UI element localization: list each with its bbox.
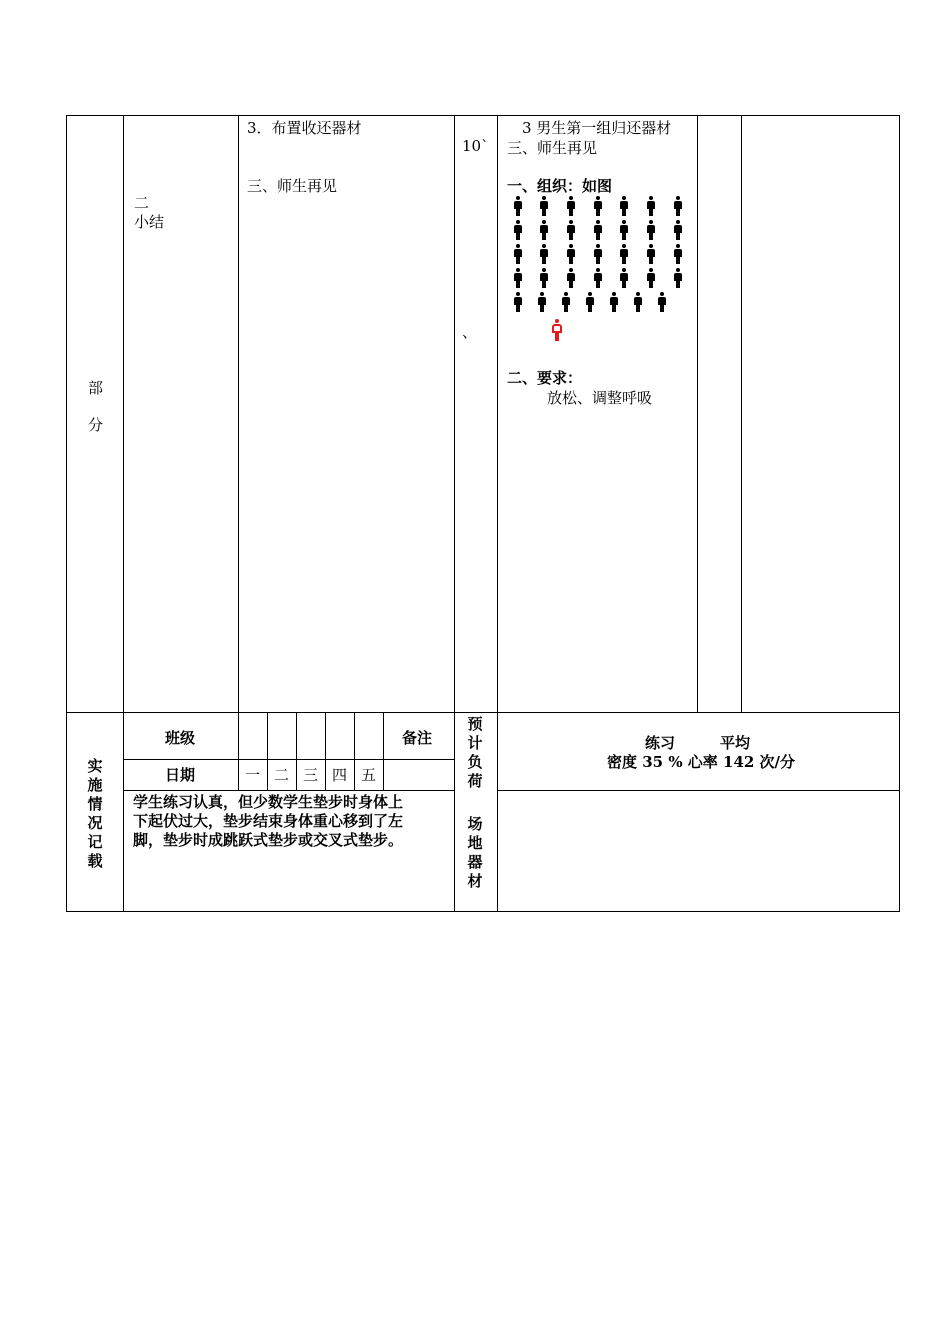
student-figure-icon	[674, 220, 682, 240]
student-figure-icon	[620, 196, 628, 216]
day-col-divider	[354, 712, 355, 791]
time-value: 10`	[462, 137, 489, 155]
load-practice-label: 练习	[645, 734, 676, 752]
day-label: 五	[361, 766, 377, 784]
day-col-divider	[267, 712, 268, 791]
org-heading: 一、组织：如图	[507, 177, 613, 195]
col-divider	[741, 115, 742, 713]
student-figure-icon	[540, 220, 548, 240]
student-figure-icon	[594, 244, 602, 264]
day-label: 三	[303, 766, 319, 784]
org-line-2: 三、师生再见	[507, 139, 598, 157]
org-line-1: 3 男生第一组归还器材	[522, 119, 672, 137]
load-average-label: 平均	[720, 734, 751, 752]
student-figure-icon	[538, 292, 546, 312]
day-label: 二	[274, 766, 290, 784]
content-line-2: 三、师生再见	[247, 177, 338, 195]
table-left-border	[66, 115, 67, 912]
side-label-char: 实	[87, 757, 103, 775]
student-figure-icon	[514, 220, 522, 240]
side-label-char: 载	[87, 852, 103, 870]
notes-line-3: 脚，垫步时成跳跃式垫步或交叉式垫步。	[133, 831, 404, 849]
student-figure-icon	[567, 268, 575, 288]
req-text: 放松、调整呼吸	[547, 389, 653, 407]
notes-line-2: 下起伏过大，垫步结束身体重心移到了左	[133, 812, 404, 830]
student-figure-icon	[540, 196, 548, 216]
row-divider	[123, 790, 455, 791]
student-figure-icon	[567, 244, 575, 264]
day-label: 一	[245, 766, 261, 784]
table-top-border	[66, 115, 900, 116]
venue-label-char: 器	[467, 853, 483, 871]
col-divider	[238, 115, 239, 791]
side-label-char: 施	[87, 776, 103, 794]
student-figure-icon	[562, 292, 570, 312]
part-label-1: 部	[88, 379, 104, 397]
student-figure-icon	[620, 268, 628, 288]
table-bottom-border	[66, 911, 900, 912]
col-divider	[697, 115, 698, 713]
student-figure-icon	[634, 292, 642, 312]
side-label-char: 记	[87, 833, 103, 851]
student-figure-icon	[514, 292, 522, 312]
student-figure-icon	[674, 268, 682, 288]
notes-line-1: 学生练习认真，但少数学生垫步时身体上	[133, 793, 404, 811]
load-label-char: 预	[467, 715, 483, 733]
student-figure-icon	[647, 196, 655, 216]
student-figure-icon	[586, 292, 594, 312]
student-figure-icon	[658, 292, 666, 312]
tick-mark: 、	[462, 323, 478, 341]
col-divider	[123, 115, 124, 912]
student-figure-icon	[620, 220, 628, 240]
side-label-char: 情	[87, 795, 103, 813]
student-figure-icon	[514, 268, 522, 288]
side-label-char: 况	[87, 814, 103, 832]
day-label: 四	[332, 766, 348, 784]
col-divider	[497, 115, 498, 912]
row-divider	[123, 759, 455, 760]
remarks-label: 备注	[402, 729, 433, 747]
student-figure-icon	[647, 268, 655, 288]
student-figure-icon	[594, 268, 602, 288]
venue-label-char: 材	[467, 872, 483, 890]
table-mid-border	[66, 712, 900, 713]
student-figure-icon	[594, 196, 602, 216]
student-figure-icon	[567, 196, 575, 216]
student-figure-icon	[540, 244, 548, 264]
section-title: 小结	[134, 213, 165, 231]
part-label-2: 分	[88, 416, 104, 434]
class-label: 班级	[165, 729, 196, 747]
student-figure-icon	[610, 292, 618, 312]
col-divider	[454, 115, 455, 912]
student-figure-icon	[594, 220, 602, 240]
load-density-heart-rate: 密度 35 % 心率 142 次/分	[607, 753, 796, 771]
venue-label-char: 地	[467, 834, 483, 852]
section-number: 二	[134, 194, 150, 212]
content-line-1: 3．布置收还器材	[247, 119, 362, 137]
load-label-char: 荷	[467, 772, 483, 790]
date-label: 日期	[165, 766, 196, 784]
day-col-divider	[325, 712, 326, 791]
venue-label-char: 场	[467, 815, 483, 833]
student-figure-icon	[514, 196, 522, 216]
row-divider	[497, 790, 900, 791]
student-figure-icon	[514, 244, 522, 264]
load-label-char: 计	[467, 734, 483, 752]
student-figure-icon	[567, 220, 575, 240]
student-figure-icon	[647, 244, 655, 264]
student-figure-icon	[540, 268, 548, 288]
student-figure-icon	[647, 220, 655, 240]
teacher-figure-icon	[552, 319, 562, 341]
load-label-char: 负	[467, 753, 483, 771]
day-col-divider	[296, 712, 297, 791]
req-heading: 二、要求：	[507, 369, 583, 387]
day-col-divider	[383, 712, 384, 791]
student-figure-icon	[674, 196, 682, 216]
table-right-border	[899, 115, 900, 912]
student-figure-icon	[620, 244, 628, 264]
student-figure-icon	[674, 244, 682, 264]
